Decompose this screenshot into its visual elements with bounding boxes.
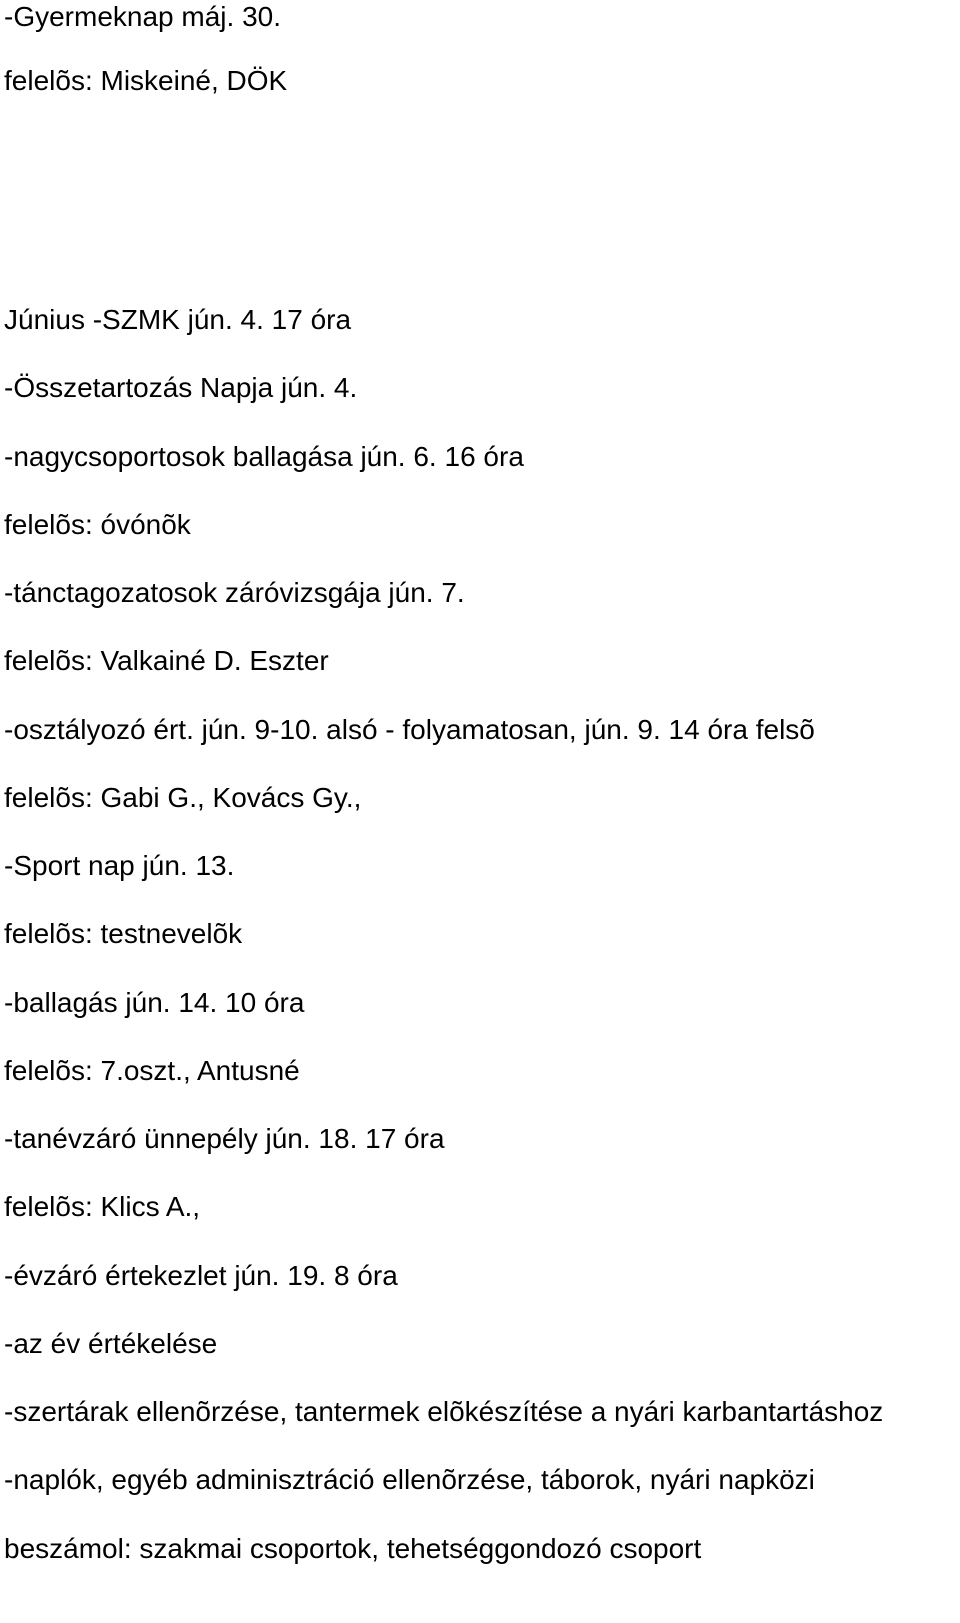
text-line: -szertárak ellenõrzése, tantermek elõkészítése a nyári karbantartáshoz: [4, 1396, 884, 1427]
text-line: beszámol: szakmai csoportok, tehetséggondozó csoport: [4, 1533, 702, 1564]
text-line: felelõs: testnevelõk: [4, 918, 243, 949]
text-line: felelõs: Valkainé D. Eszter: [4, 645, 329, 676]
text-line: felelõs: Gabi G., Kovács Gy.,: [4, 782, 362, 813]
text-line: -évzáró értekezlet jún. 19. 8 óra: [4, 1260, 398, 1291]
text-line: felelõs: óvónõk: [4, 509, 191, 540]
text-line: -tánctagozatosok záróvizsgája jún. 7.: [4, 577, 465, 608]
text-line: Június -SZMK jún. 4. 17 óra: [4, 304, 352, 335]
text-line: -Összetartozás Napja jún. 4.: [4, 372, 358, 403]
text-line: -osztályozó ért. jún. 9-10. alsó - folyamatosan, jún. 9. 14 óra felsõ: [4, 714, 815, 745]
text-line: -Gyermeknap máj. 30.: [4, 1, 281, 32]
text-line: -naplók, egyéb adminisztráció ellenõrzése, táborok, nyári napközi: [4, 1464, 815, 1495]
text-line: felelõs: 7.oszt., Antusné: [4, 1055, 300, 1086]
text-line: -az év értékelése: [4, 1328, 218, 1359]
text-line: -nagycsoportosok ballagása jún. 6. 16 óra: [4, 441, 524, 472]
text-line: -tanévzáró ünnepély jún. 18. 17 óra: [4, 1123, 445, 1154]
text-line: felelõs: Miskeiné, DÖK: [4, 65, 288, 96]
text-line: felelõs: Klics A.,: [4, 1191, 201, 1222]
text-line: -ballagás jún. 14. 10 óra: [4, 987, 305, 1018]
text-line: -Sport nap jún. 13.: [4, 850, 235, 881]
